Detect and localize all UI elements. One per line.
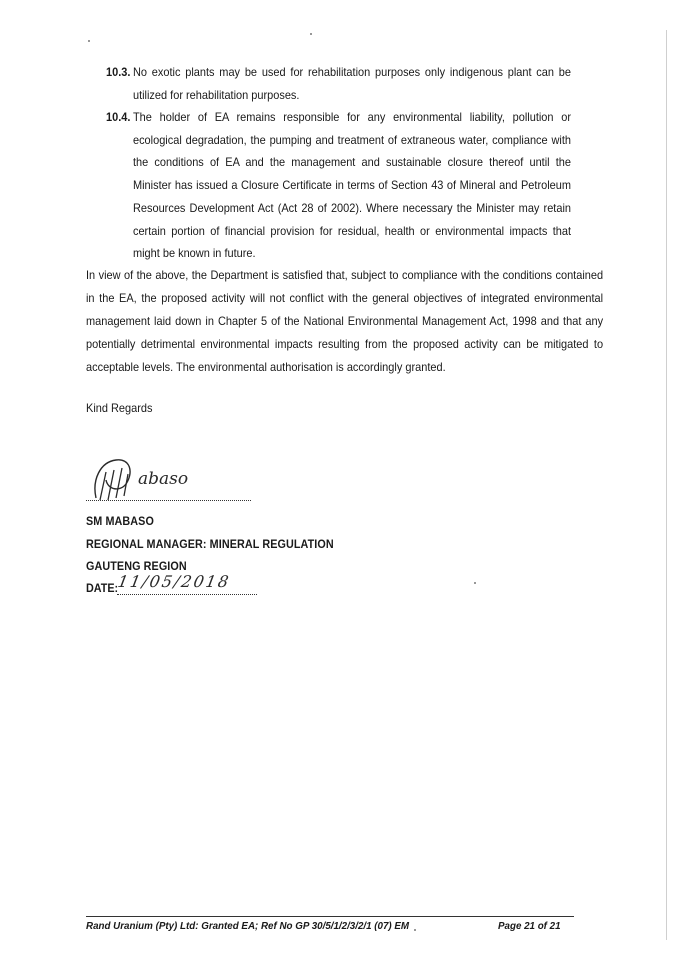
clause-number: 10.3. [106, 65, 131, 79]
clause-number: 10.4. [106, 110, 131, 124]
scan-speck [88, 40, 90, 42]
signatory-title: REGIONAL MANAGER: MINERAL REGULATION [86, 538, 334, 551]
page-edge-line [666, 30, 667, 940]
conclusion-paragraph: In view of the above, the Department is satisfied that, subject to compliance with the conditions contained in the EA, the proposed activity will not conflict with the general objectives of integrated environmental management laid down in Chapter 5 of the National Environmental Management Act, 1998 and that any potentially detrimental environmental impacts resulting from the proposed activity can be mitigated to acceptable levels. The environmental authorisation is accordingly granted. [86, 268, 604, 374]
scan-speck [310, 33, 312, 35]
signature-dotted-line [86, 490, 251, 501]
signatory-region: GAUTENG REGION [86, 560, 187, 573]
clause-text: No exotic plants may be used for rehabilitation purposes only indigenous plant can be utilized for rehabilitation purposes. [132, 65, 571, 102]
clause-text: The holder of EA remains responsible for any environmental liability, pollution or ecological degradation, the pumping and treatment of extraneous water, compliance with the conditions of EA and the management and sustainable closure thereof until the Minister has issued a Closure Certificate in terms of Section 43 of Mineral and Petroleum Resources Development Act (Act 28 of 2002). Where necessary the Minister may retain certain portion of financial provision for residual, health or environmental impacts that might be known in future. [132, 110, 571, 261]
footer-page-number: Page 21 of 21 [498, 921, 561, 932]
footer-rule [86, 916, 574, 917]
footer-reference: Rand Uranium (Pty) Ltd: Granted EA; Ref No GP 30/5/1/2/3/2/1 (07) EM [86, 921, 410, 932]
handwritten-date: 11/05/2018 [116, 572, 232, 591]
closing-salutation: Kind Regards [86, 401, 153, 415]
scan-speck [414, 929, 416, 931]
signature-script: abaso [138, 469, 189, 489]
clause-10-4 [106, 106, 571, 265]
scan-speck [474, 582, 476, 584]
handwritten-signature [86, 450, 256, 510]
clause-10-3 [106, 61, 571, 106]
signatory-name: SM MABASO [86, 515, 154, 528]
date-label: DATE: [86, 582, 119, 595]
